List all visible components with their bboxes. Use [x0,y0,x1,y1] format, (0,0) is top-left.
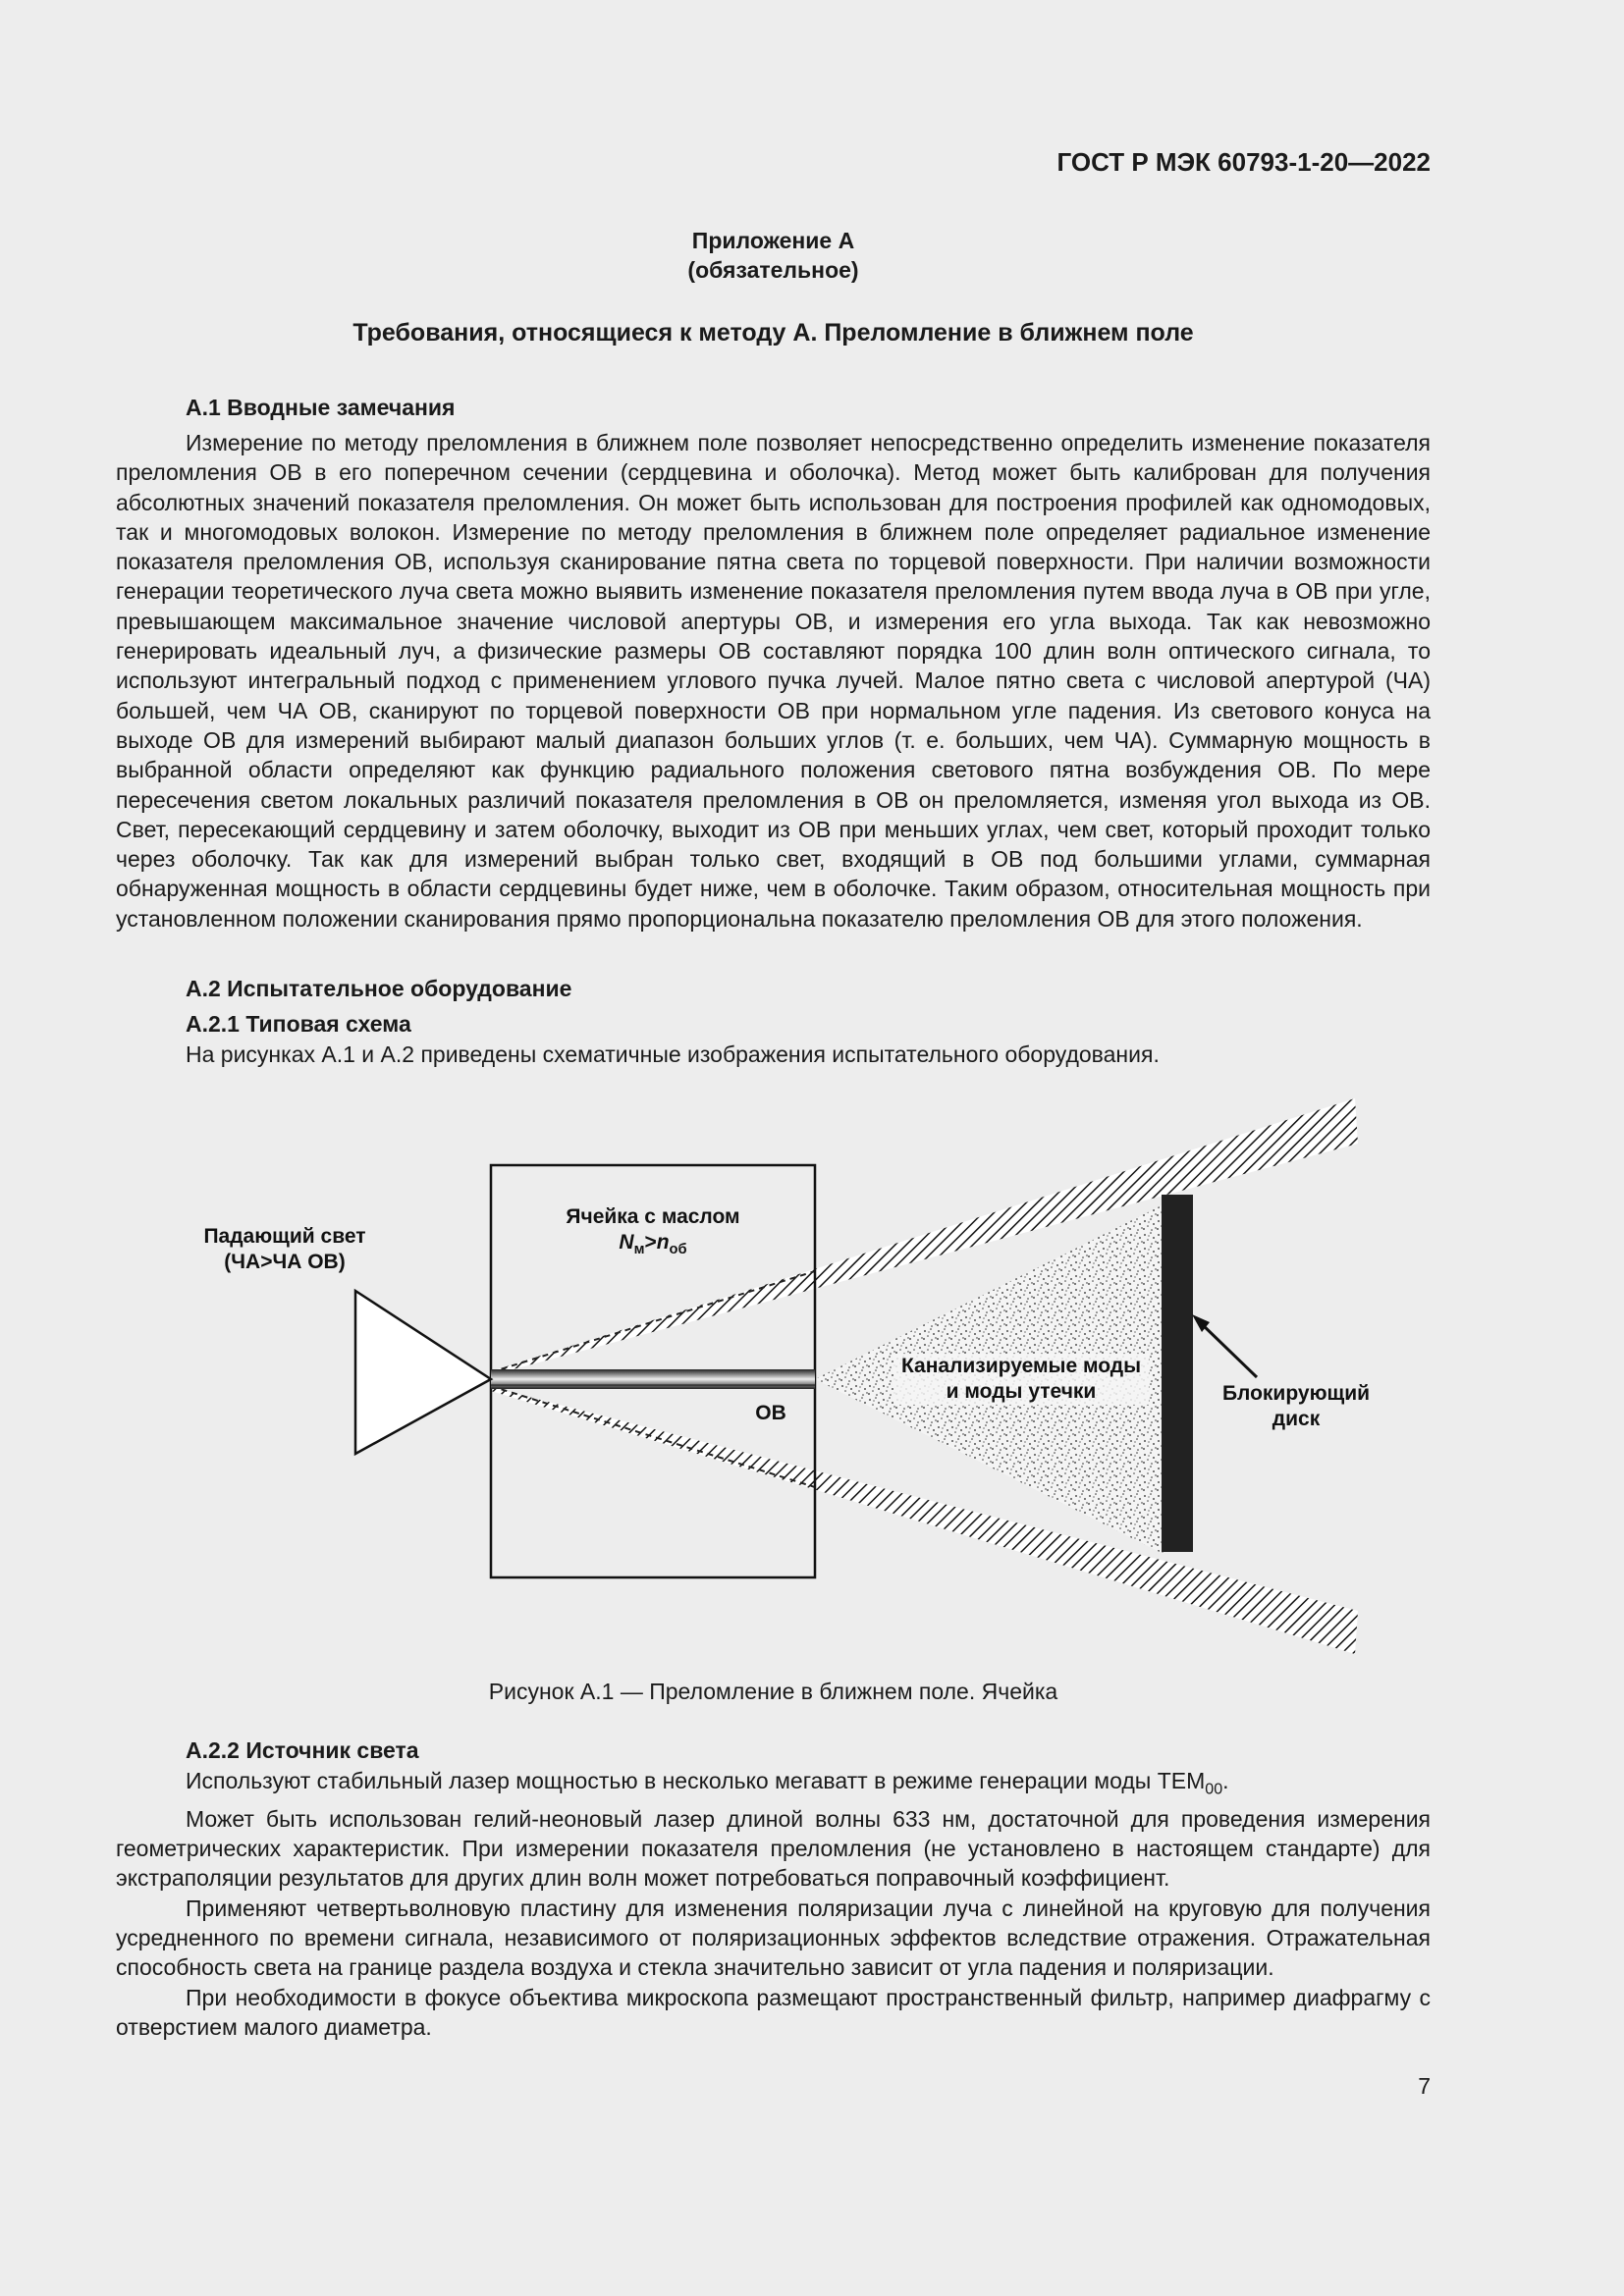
laser-paragraph [116,1766,1431,1804]
document-number: ГОСТ Р МЭК 60793-1-20—2022 [1056,147,1431,177]
figure-a1 [167,1095,1404,1669]
tem-mode-subscript: 00 [1205,1780,1223,1798]
formula-n-core: N [619,1231,634,1254]
appendix-heading: Требования, относящиеся к методу А. Преломление в ближнем поле [352,319,1194,347]
spatial-filter-paragraph: При необходимости в фокусе объектива микроскопа размещают пространственный фильтр, например диафрагму с отверстием малого диаметра. [116,1984,1431,2040]
page-number: 7 [1418,2073,1431,2099]
figure-a1-drawing [167,1095,1404,1664]
section-a1-paragraph: Измерение по методу преломления в ближнем поле позволяет непосредственно определить изменение показателя преломления ОВ в его поперечном сечении (сердцевина и оболочка). Метод может быть калиброван для получения абсолютных значений показателя преломления. Он может быть использован для построения профилей как одномодовых, так и многомодовых волокон. Измерение по методу преломления в ближнем поле определяет радиальное изменение показателя преломления ОВ, используя сканирование пятна света по торцевой поверхности. При наличии возможности генерации теоретического луча света можно выявить изменение показателя преломления путем ввода луча в ОВ при угле, превышающем максимальное значение числовой апертуры ОВ, и измерения его угла выхода. Так как невозможно генерировать идеальный луч, а физические размеры ОВ составляют порядка 100 длин волн оптического сигнала, то используют интегральный подход с применением углового пучка лучей. Малое пятно света с числовой апертурой (ЧА) большей, чем ЧА ОВ, сканируют по торцевой поверхности ОВ при нормальном угле падения. Из светового конуса на выходе ОВ для измерений выбирают малый диапазон больших углов (т. е. больших, чем ЧА). Суммарную мощность в выбранной области определяют как функцию радиального положения светового пятна возбуждения ОВ. По мере пересечения светом локальных различий показателя преломления в ОВ он преломляется, изменяя угол выхода из ОВ. Свет, пересекающий сердцевину и затем оболочку, выходит из ОВ при меньших углах, чем свет, который проходит только через оболочку. Так как для измерений выбран только свет, входящий в ОВ под большими углами, суммарная обнаруженная мощность в области сердцевины будет ниже, чем в оболочке. Таким образом, относительная мощность при установленном положении сканирования прямо пропорциональна показателю преломления ОВ для этого положения. [116,430,1431,932]
laser-paragraph-end: . [1222,1768,1229,1793]
figure-a1-caption: Рисунок А.1 — Преломление в ближнем поле. Ячейка [488,1679,1058,1704]
formula-n-core-sub: м [633,1242,645,1258]
laser-paragraph-text: Используют стабильный лазер мощностью в несколько мегаватт в режиме генерации моды TEM [186,1768,1206,1793]
blocking-disk-label [1198,1381,1394,1432]
oil-cell-label-line1: Ячейка с маслом [566,1205,740,1228]
optical-fiber [491,1369,815,1389]
modes-label-line2: и моды утечки [946,1380,1097,1403]
section-a21-text: На рисунках А.1 и А.2 приведены схематичные изображения испытательного оборудования. [186,1041,1160,1067]
section-a21-heading: А.2.1 Типовая схема [186,1011,411,1037]
fiber-label: ОВ [755,1402,786,1424]
section-a1-body [116,428,1431,934]
formula-n-clad-sub: об [669,1242,687,1258]
section-a2-heading: А.2 Испытательное оборудование [186,976,572,1001]
quarter-wave-paragraph: Применяют четвертьволновую пластину для изменения поляризации луча с линейной на круговую для получения усредненного по времени сигнала, независимого от поляризационных эффектов вследствие отражения. Отражательная способность света на границе раздела воздуха и стекла значительно зависит от угла падения и поляризации. [116,1895,1431,1981]
section-a1-heading: А.1 Вводные замечания [186,395,456,420]
section-a22-body [116,1766,1431,2042]
formula-n-clad: n [656,1231,670,1254]
blocking-disk [1162,1195,1193,1552]
hene-laser-paragraph: Может быть использован гелий-неоновый лазер длиной волны 633 нм, достаточной для проведения измерения геометрических характеристик. При измерении показателя преломления (не установлено в настоящем стандарте) для экстраполяции результатов для других длин волн может потребоваться поправочный коэффициент. [116,1805,1431,1892]
modes-label [893,1354,1149,1405]
blocking-disk-label-line2: диск [1272,1408,1321,1430]
oil-cell-label [540,1204,766,1262]
section-a22-heading: А.2.2 Источник света [186,1737,419,1763]
appendix-title: Приложение А [691,228,855,253]
incident-light-label-line1: Падающий свет [203,1225,366,1248]
formula-gt: > [644,1231,657,1254]
oil-cell-label-formula [540,1230,766,1262]
modes-label-line1: Канализируемые моды [900,1355,1142,1377]
appendix-status: (обязательное) [687,257,859,283]
incident-light-label-line2: (ЧА>ЧА ОВ) [224,1251,346,1273]
incident-light-cone [355,1291,491,1454]
incident-light-label [182,1224,388,1275]
blocking-disk-label-line1: Блокирующий [1221,1382,1371,1405]
